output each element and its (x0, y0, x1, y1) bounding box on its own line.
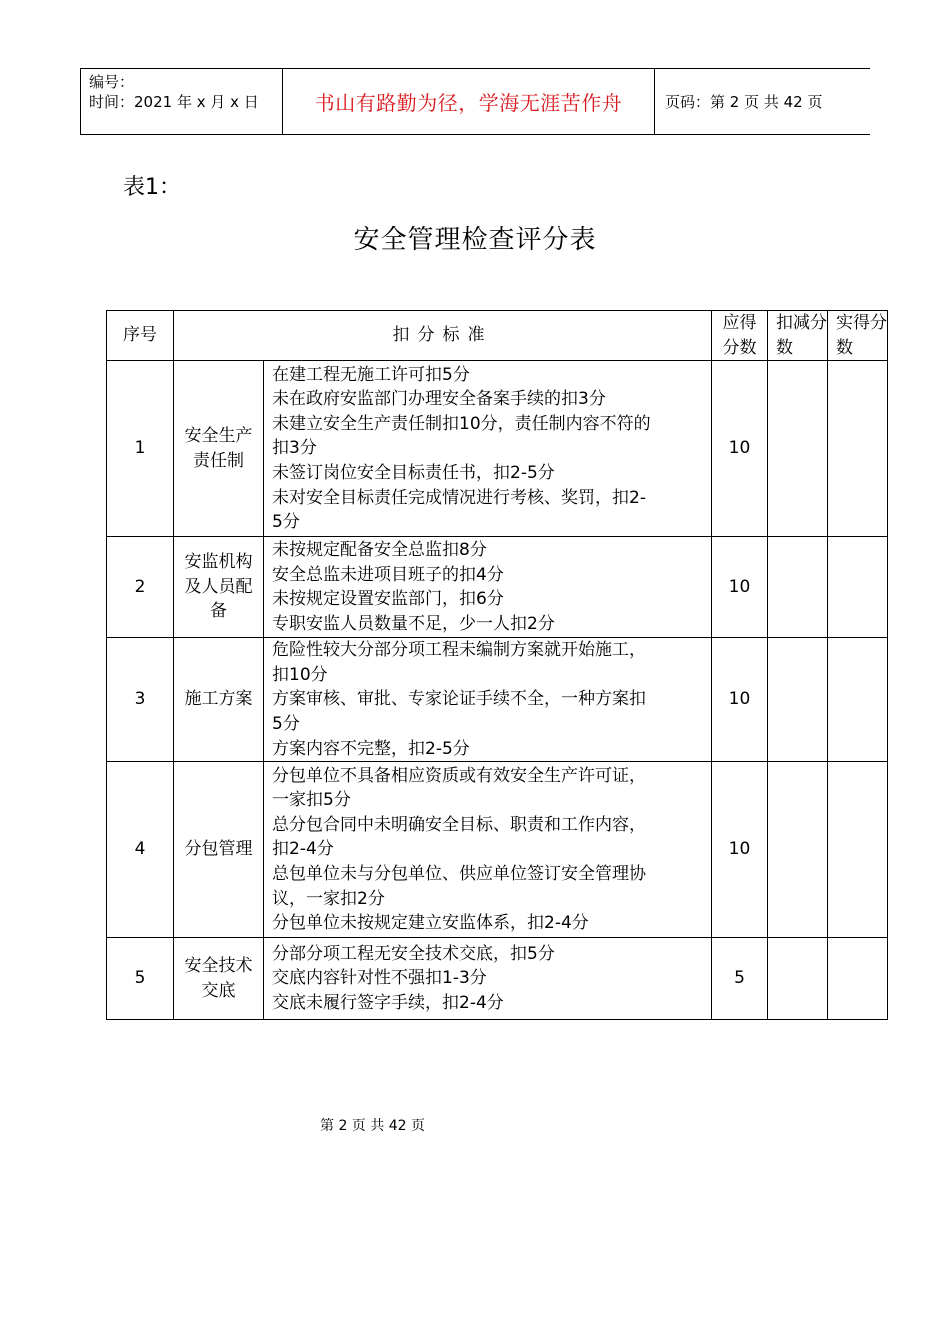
row-deduct-cell[interactable] (768, 537, 828, 638)
row-full-score: 5 (712, 938, 768, 1020)
col-header-no: 序号 (107, 311, 174, 361)
row-no: 3 (107, 638, 174, 762)
table-row (107, 938, 888, 1020)
row-deduct-cell[interactable] (768, 361, 828, 537)
row-actual-cell[interactable] (828, 938, 888, 1020)
header-meta (81, 69, 283, 134)
row-item-text: 安全技术交底 (184, 956, 253, 1001)
criteria-line: 未在政府安监部门办理安全备案手续的扣3分 (272, 389, 606, 410)
criteria-line: 5分 (272, 713, 300, 734)
criteria-line: 未建立安全生产责任制扣10分，责任制内容不符的 (272, 413, 651, 434)
table-row (107, 537, 888, 638)
criteria-line: 总包单位未与分包单位、供应单位签订安全管理协 (272, 863, 646, 884)
row-no: 2 (107, 537, 174, 638)
row-item (174, 938, 264, 1020)
row-criteria (264, 361, 712, 537)
row-deduct-cell[interactable] (768, 638, 828, 762)
row-actual-cell[interactable] (828, 762, 888, 938)
criteria-line: 未签订岗位安全目标责任书，扣2-5分 (272, 462, 555, 483)
page-footer: 第 2 页 共 42 页 (320, 1118, 425, 1134)
page-title: 安全管理检查评分表 (353, 225, 597, 255)
row-criteria (264, 938, 712, 1020)
row-actual-cell[interactable] (828, 638, 888, 762)
criteria-line: 交底未履行签字手续，扣2-4分 (272, 992, 504, 1013)
col-header-deduct (768, 311, 828, 361)
row-full-score: 10 (712, 762, 768, 938)
row-actual-cell[interactable] (828, 361, 888, 537)
table-row (107, 762, 888, 938)
criteria-line: 方案审核、审批、专家论证手续不全，一种方案扣 (272, 689, 646, 710)
number-label: 编号： (89, 73, 135, 91)
criteria-line: 方案内容不完整，扣2-5分 (272, 738, 470, 759)
page-code: 页码：第 2 页 共 42 页 (665, 93, 823, 111)
row-actual-cell[interactable] (828, 537, 888, 638)
row-item (174, 537, 264, 638)
row-item: 施工方案 (174, 638, 264, 762)
row-criteria (264, 537, 712, 638)
row-item (174, 361, 264, 537)
criteria-line: 一家扣5分 (272, 790, 351, 811)
table-row (107, 361, 888, 537)
full-score-line2: 分数 (722, 337, 757, 358)
criteria-line: 专职安监人员数量不足，少一人扣2分 (272, 613, 555, 634)
deduct-line1: 扣减分 (776, 313, 827, 333)
criteria-line: 分包单位不具备相应资质或有效安全生产许可证， (272, 765, 646, 786)
col-header-actual (828, 311, 888, 361)
criteria-line: 扣10分 (272, 664, 328, 685)
row-item: 分包管理 (174, 762, 264, 938)
row-full-score: 10 (712, 361, 768, 537)
criteria-line: 交底内容针对性不强扣1-3分 (272, 968, 487, 989)
full-score-line1: 应得 (722, 313, 757, 333)
criteria-line: 5分 (272, 512, 300, 533)
row-no: 4 (107, 762, 174, 938)
criteria-line: 未按规定配备安全总监扣8分 (272, 540, 487, 560)
criteria-line: 议，一家扣2分 (272, 888, 385, 909)
criteria-line: 危险性较大分部分项工程未编制方案就开始施工， (272, 640, 646, 661)
score-table (106, 310, 888, 1020)
criteria-line: 扣2-4分 (272, 839, 334, 860)
criteria-line: 未对安全目标责任完成情况进行考核、奖罚，扣2- (272, 487, 646, 508)
criteria-line: 安全总监未进项目班子的扣4分 (272, 564, 504, 585)
actual-line2: 数 (836, 337, 853, 358)
date-label: 时间：2021 年 x 月 x 日 (89, 93, 259, 111)
row-full-score: 10 (712, 537, 768, 638)
criteria-line: 在建工程无施工许可扣5分 (272, 364, 470, 385)
col-header-full-score (712, 311, 768, 361)
row-item-text: 安监机构及人员配备 (184, 552, 253, 622)
criteria-line: 总分包合同中未明确安全目标、职责和工作内容， (272, 814, 646, 835)
criteria-line: 未按规定设置安监部门，扣6分 (272, 589, 504, 610)
row-deduct-cell[interactable] (768, 938, 828, 1020)
col-header-criteria: 扣分标准 (174, 311, 712, 361)
actual-line1: 实得分 (836, 313, 887, 333)
row-deduct-cell[interactable] (768, 762, 828, 938)
row-criteria (264, 762, 712, 938)
criteria-line: 分包单位未按规定建立安监体系，扣2-4分 (272, 913, 589, 934)
table-row (107, 638, 888, 762)
row-item-text: 安全生产责任制 (184, 426, 253, 471)
table-header-row (107, 311, 888, 361)
table-label: 表1： (123, 175, 181, 200)
motto: 书山有路勤为径，学海无涯苦作舟 (314, 91, 623, 115)
deduct-line2: 数 (776, 337, 793, 358)
criteria-line: 扣3分 (272, 438, 317, 459)
row-no: 5 (107, 938, 174, 1020)
header-motto-cell (283, 69, 655, 134)
row-full-score: 10 (712, 638, 768, 762)
criteria-line: 分部分项工程无安全技术交底，扣5分 (272, 943, 555, 964)
row-no: 1 (107, 361, 174, 537)
row-criteria (264, 638, 712, 762)
header-page-cell (655, 69, 869, 134)
document-header (80, 68, 870, 135)
